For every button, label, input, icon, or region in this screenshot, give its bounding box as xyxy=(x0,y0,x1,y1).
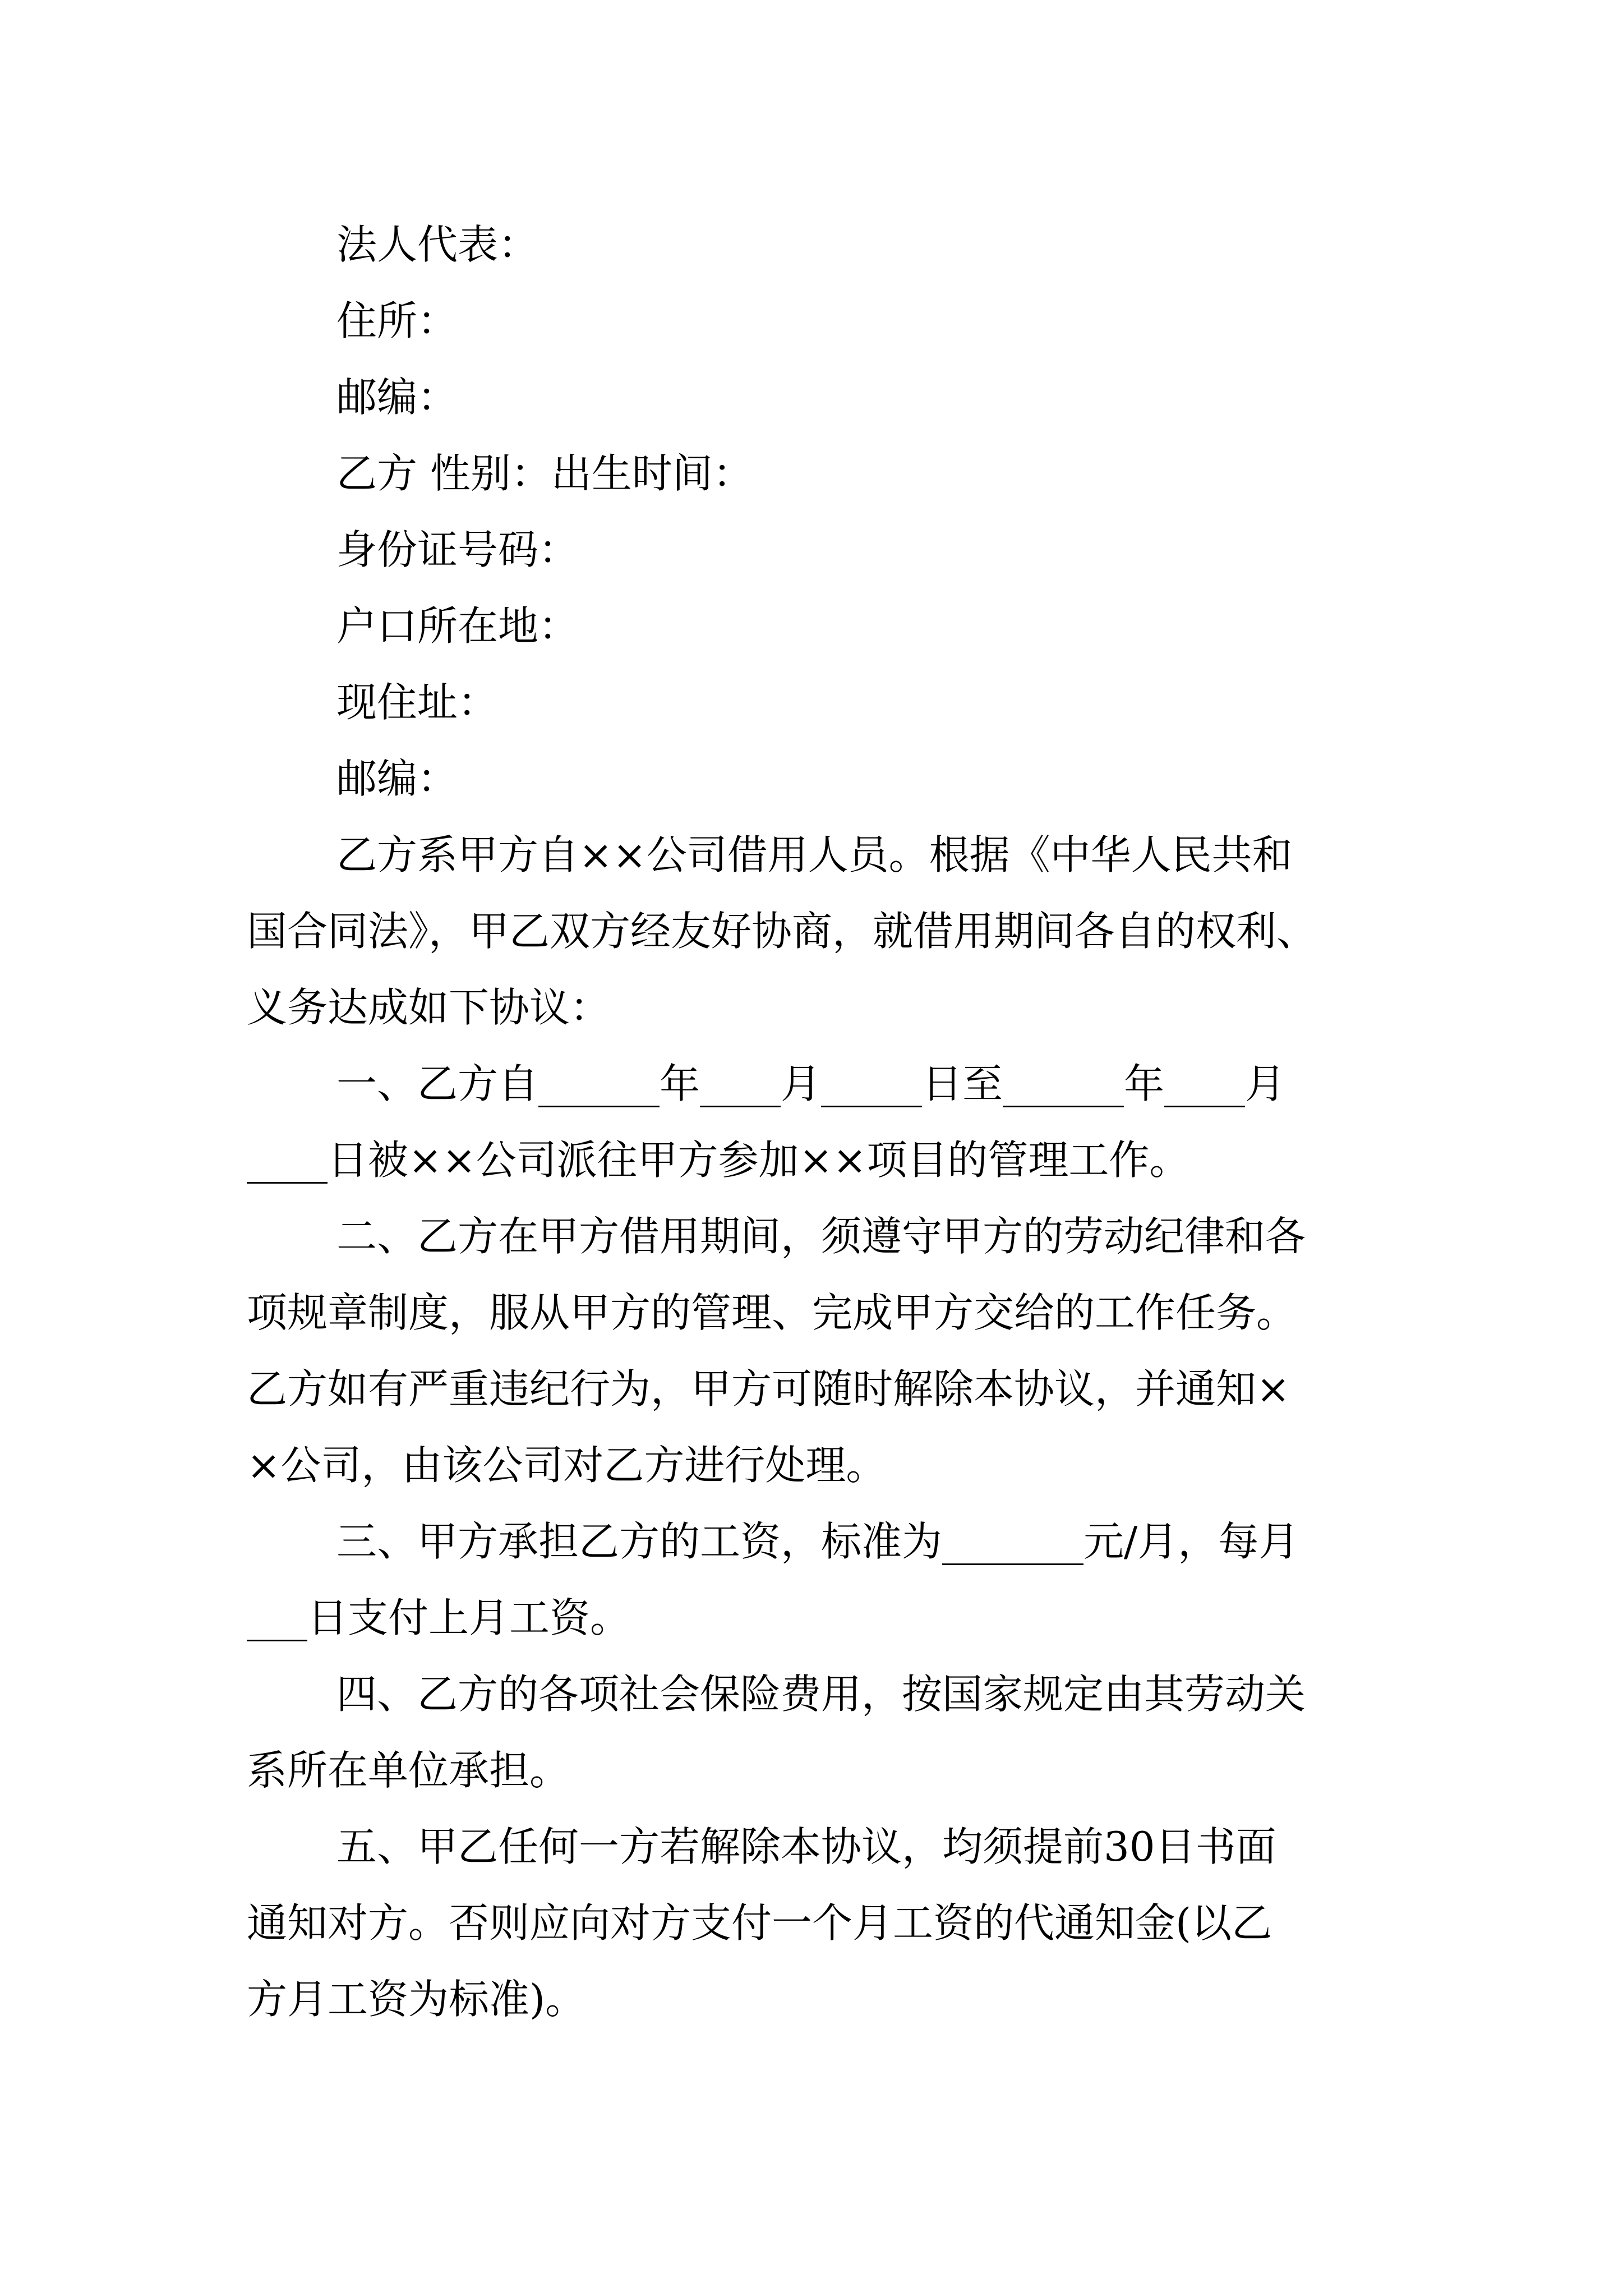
current-address-line xyxy=(0,663,1623,742)
text-line: 四、乙方的各项社会保险费用，按国家规定由其劳动关 xyxy=(336,1671,1306,1718)
text-line: 一、乙方自______年____月_____日至______年____月 xyxy=(336,1060,1286,1107)
clause-5-line-2 xyxy=(0,1884,1623,1962)
text-line: 系所在单位承担。 xyxy=(247,1747,570,1794)
text-line: 二、乙方在甲方借用期间，须遵守甲方的劳动纪律和各 xyxy=(336,1213,1306,1260)
clause-1-line-1 xyxy=(0,1045,1623,1123)
text-line: 方月工资为标准)。 xyxy=(247,1976,586,2023)
postcode-line-2 xyxy=(0,739,1623,818)
clause-2-line-3 xyxy=(0,1350,1623,1428)
text-line: ×公司，由该公司对乙方进行处理。 xyxy=(247,1442,887,1489)
text-line: 乙方 性别：出生时间： xyxy=(336,450,753,497)
text-line: 义务达成如下协议： xyxy=(247,984,611,1031)
clause-2-line-1 xyxy=(0,1197,1623,1276)
postcode-line xyxy=(0,358,1623,436)
clause-1-line-2 xyxy=(0,1121,1623,1199)
clause-3-line-2 xyxy=(0,1579,1623,1657)
text-line: 身份证号码： xyxy=(336,526,579,573)
clause-5-line-1 xyxy=(0,1807,1623,1886)
text-line: 法人代表： xyxy=(336,221,539,268)
text-line: 现住址： xyxy=(336,679,499,726)
clause-3-line-1 xyxy=(0,1502,1623,1581)
text-line: 五、甲乙任何一方若解除本协议，均须提前30日书面 xyxy=(336,1823,1276,1870)
text-line: 三、甲方承担乙方的工资，标准为_______元/月，每月 xyxy=(336,1518,1299,1565)
text-line: ____日被××公司派往甲方参加××项目的管理工作。 xyxy=(247,1137,1190,1184)
clause-4-line-2 xyxy=(0,1731,1623,1810)
text-line: 住所： xyxy=(336,297,458,344)
intro-paragraph-line-1 xyxy=(0,816,1623,894)
clause-2-line-4 xyxy=(0,1426,1623,1504)
intro-paragraph-line-2 xyxy=(0,892,1623,970)
text-line: 乙方如有严重违纪行为，甲方可随时解除本协议，并通知× xyxy=(247,1365,1290,1412)
text-line: 邮编： xyxy=(336,755,458,802)
clause-2-line-2 xyxy=(0,1273,1623,1352)
legal-representative-line xyxy=(0,205,1623,284)
id-number-line xyxy=(0,510,1623,589)
household-registration-line xyxy=(0,587,1623,665)
text-line: 乙方系甲方自××公司借用人员。根据《中华人民共和 xyxy=(336,831,1293,878)
address-line xyxy=(0,282,1623,360)
intro-paragraph-line-3 xyxy=(0,968,1623,1047)
text-line: 项规章制度，服从甲方的管理、完成甲方交给的工作任务。 xyxy=(247,1289,1297,1336)
text-line: ___日支付上月工资。 xyxy=(247,1594,631,1641)
text-line: 户口所在地： xyxy=(336,602,579,650)
text-line: 国合同法》，甲乙双方经友好协商，就借用期间各自的权利、 xyxy=(247,908,1317,955)
clause-4-line-1 xyxy=(0,1655,1623,1733)
text-line: 邮编： xyxy=(336,374,458,421)
text-line: 通知对方。否则应向对方支付一个月工资的代通知金(以乙 xyxy=(247,1899,1272,1947)
clause-5-line-3 xyxy=(0,1960,1623,2039)
party-b-line xyxy=(0,434,1623,513)
